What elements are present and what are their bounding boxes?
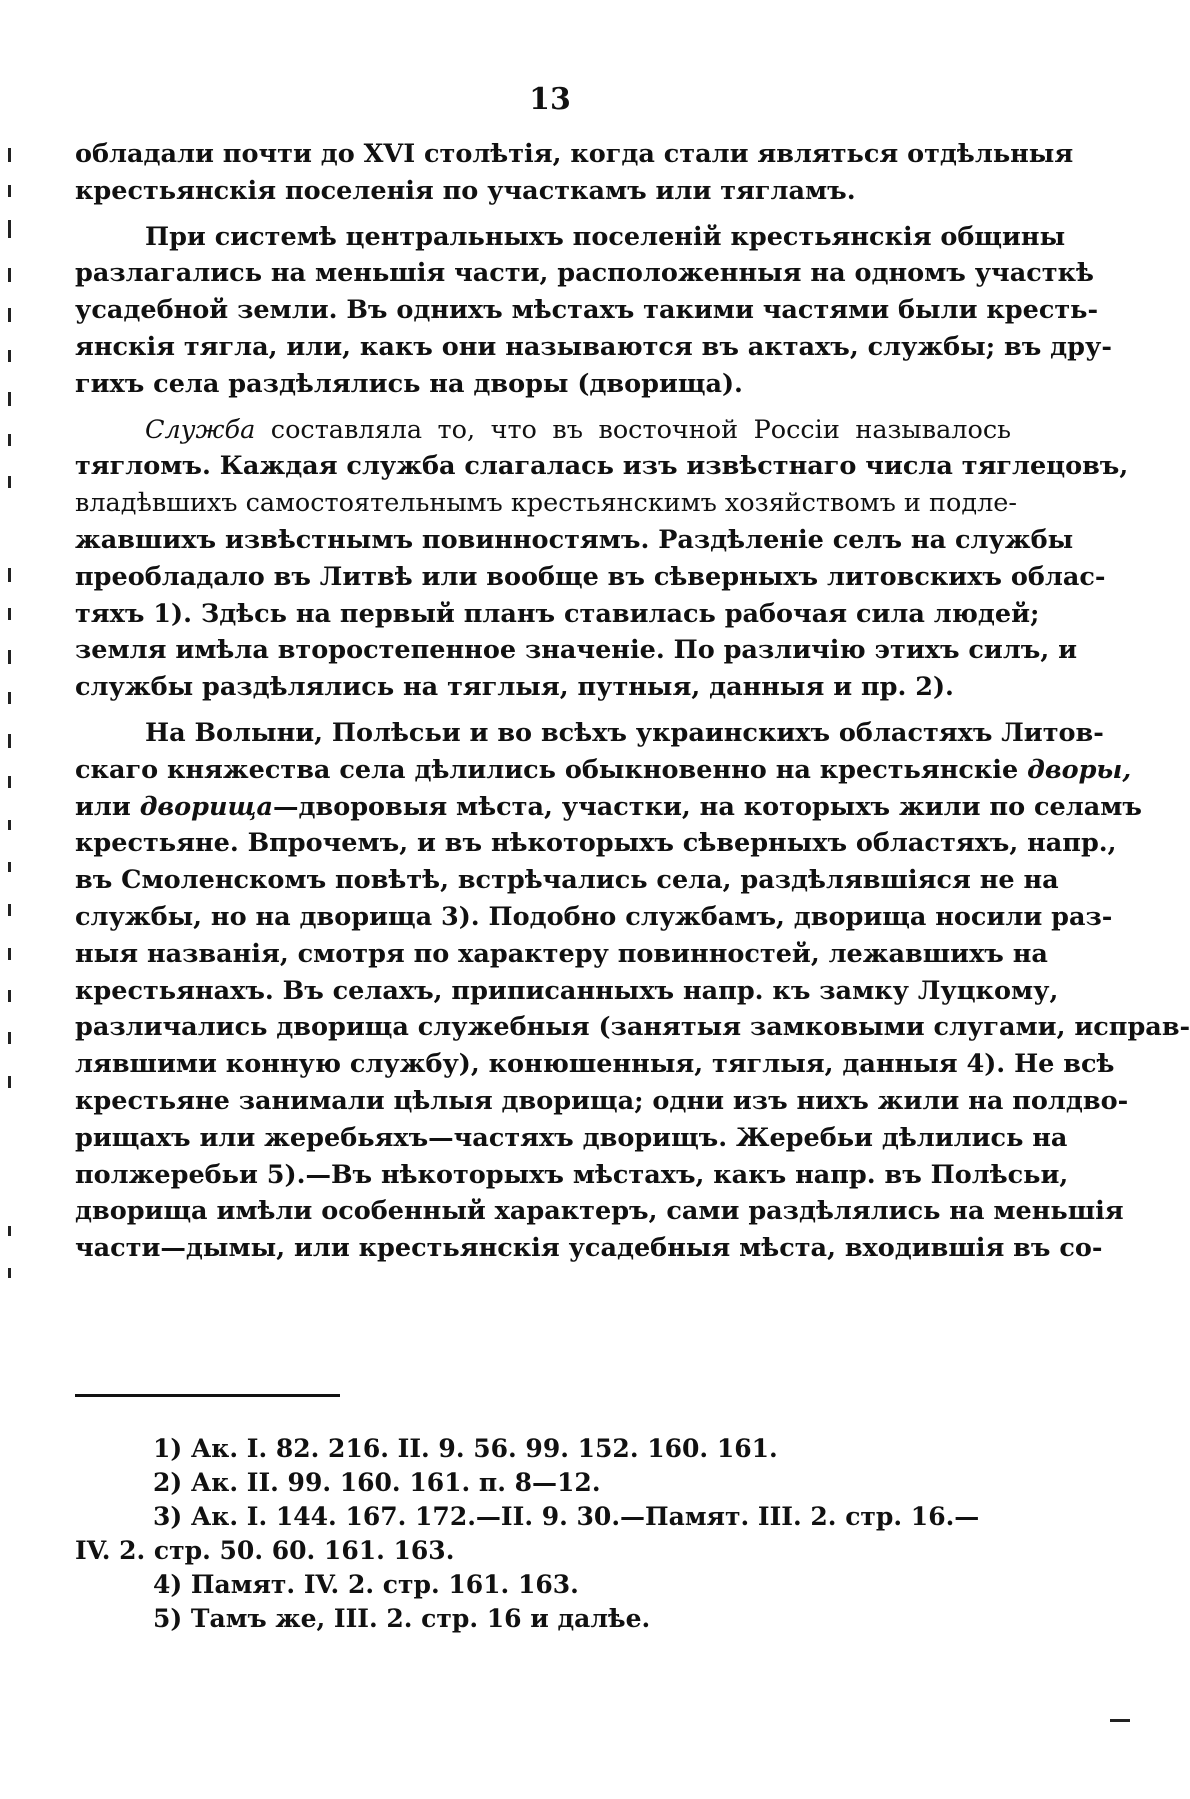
text-line: обладали почти до XVI столѣтія, когда стали являться отдѣльныя [75,139,1074,169]
footnote-separator [75,1394,340,1397]
text-line: ныя названія, смотря по характеру повинностей, лежавшихъ на [75,938,1048,969]
text-line: дворища имѣли особенный характеръ, сами раздѣлялись на меньшія [75,1196,1124,1227]
text-span: составляла то, что въ восточной Россіи называлось [255,414,1011,445]
text-line: При системѣ центральныхъ поселеній крестьянскія общины [145,221,1066,252]
text-line: тяхъ 1). Здѣсь на первый планъ ставилась рабочая сила людей; [75,598,1040,629]
text-line: крестьяне занимали цѣлыя дворища; одни изъ нихъ жили на полдво- [75,1085,1129,1116]
edge-mark [1110,1719,1130,1722]
footnote: 5) Тамъ же, III. 2. стр. 16 и далѣе. [153,1604,651,1633]
text-span: или [75,791,140,822]
text-line: На Волыни, Полѣсьи и во всѣхъ украинскихъ областяхъ Литов- [145,717,1104,748]
footnote: 4) Памят. IV. 2. стр. 161. 163. [153,1570,579,1599]
main-text [75,136,1190,1267]
text-line: службы, но на дворища 3). Подобно службамъ, дворища носили раз- [75,901,1113,932]
footnote: 2) Ак. II. 99. 160. 161. п. 8—12. [153,1468,601,1497]
text-span: скаго княжества села дѣлились обыкновенно на крестьянскіе [75,754,1028,785]
text-line: крестьянахъ. Въ селахъ, приписанныхъ напр. къ замку Луцкому, [75,975,1059,1006]
italic-term: Служба [145,414,256,445]
text-line: жавшихъ извѣстнымъ повинностямъ. Раздѣленіе селъ на службы [75,524,1074,555]
text-line: части—дымы, или крестьянскія усадебныя мѣста, входившія въ со- [75,1233,1103,1264]
text-line: усадебной земли. Въ однихъ мѣстахъ такими частями были кресть- [75,295,1099,326]
text-line: разлагались на меньшія части, расположенныя на одномъ участкѣ [75,258,1094,289]
footnote: 1) Ак. I. 82. 216. II. 9. 56. 99. 152. 160. 161. [153,1434,778,1463]
text-line: крестьяне. Впрочемъ, и въ нѣкоторыхъ сѣверныхъ областяхъ, напр., [75,828,1117,859]
text-line: крестьянскія поселенія по участкамъ или тягламъ. [75,175,856,206]
italic-term: дворы, [1027,754,1132,785]
text-line: янскія тягла, или, какъ они называются въ актахъ, службы; въ дру- [75,331,1112,362]
text-line: преобладало въ Литвѣ или вообще въ сѣверныхъ литовскихъ облас- [75,561,1106,592]
text-line: различались дворища служебныя (занятыя замковыми слугами, исправ- [75,1012,1190,1043]
text-line: гихъ села раздѣлялись на дворы (дворища). [75,368,743,399]
footnote: 3) Ак. I. 144. 167. 172.—II. 9. 30.—Памят. III. 2. стр. 16.— [153,1502,980,1531]
footnote: IV. 2. стр. 50. 60. 161. 163. [75,1536,455,1565]
page-number: 13 [529,82,571,117]
italic-term: дворища [139,791,273,822]
text-span: —дворовыя мѣста, участки, на которыхъ жили по селамъ [273,791,1142,822]
text-line: рищахъ или жеребьяхъ—частяхъ дворищъ. Жеребьи дѣлились на [75,1122,1068,1153]
text-line: тягломъ. Каждая служба слагалась изъ извѣстнаго числа тяглецовъ, [75,451,1129,482]
text-line: земля имѣла второстепенное значеніе. По различію этихъ силъ, и [75,635,1078,666]
text-line: лявшими конную службу), конюшенныя, тяглыя, данныя 4). Не всѣ [75,1049,1115,1080]
footnotes [75,1432,1011,1636]
text-line [75,789,1142,826]
text-line: полжеребьи 5).—Въ нѣкоторыхъ мѣстахъ, какъ напр. въ Полѣсьи, [75,1159,1069,1190]
text-line [75,752,1132,789]
text-line: службы раздѣлялись на тяглыя, путныя, данныя и пр. 2). [75,672,954,703]
text-line [75,412,1011,449]
binding-edge-marks [4,140,16,1340]
text-line: владѣвшихъ самостоятельнымъ крестьянскимъ хозяйствомъ и подле- [75,488,1017,519]
text-line: въ Смоленскомъ повѣтѣ, встрѣчались села, раздѣлявшіяся не на [75,865,1059,896]
